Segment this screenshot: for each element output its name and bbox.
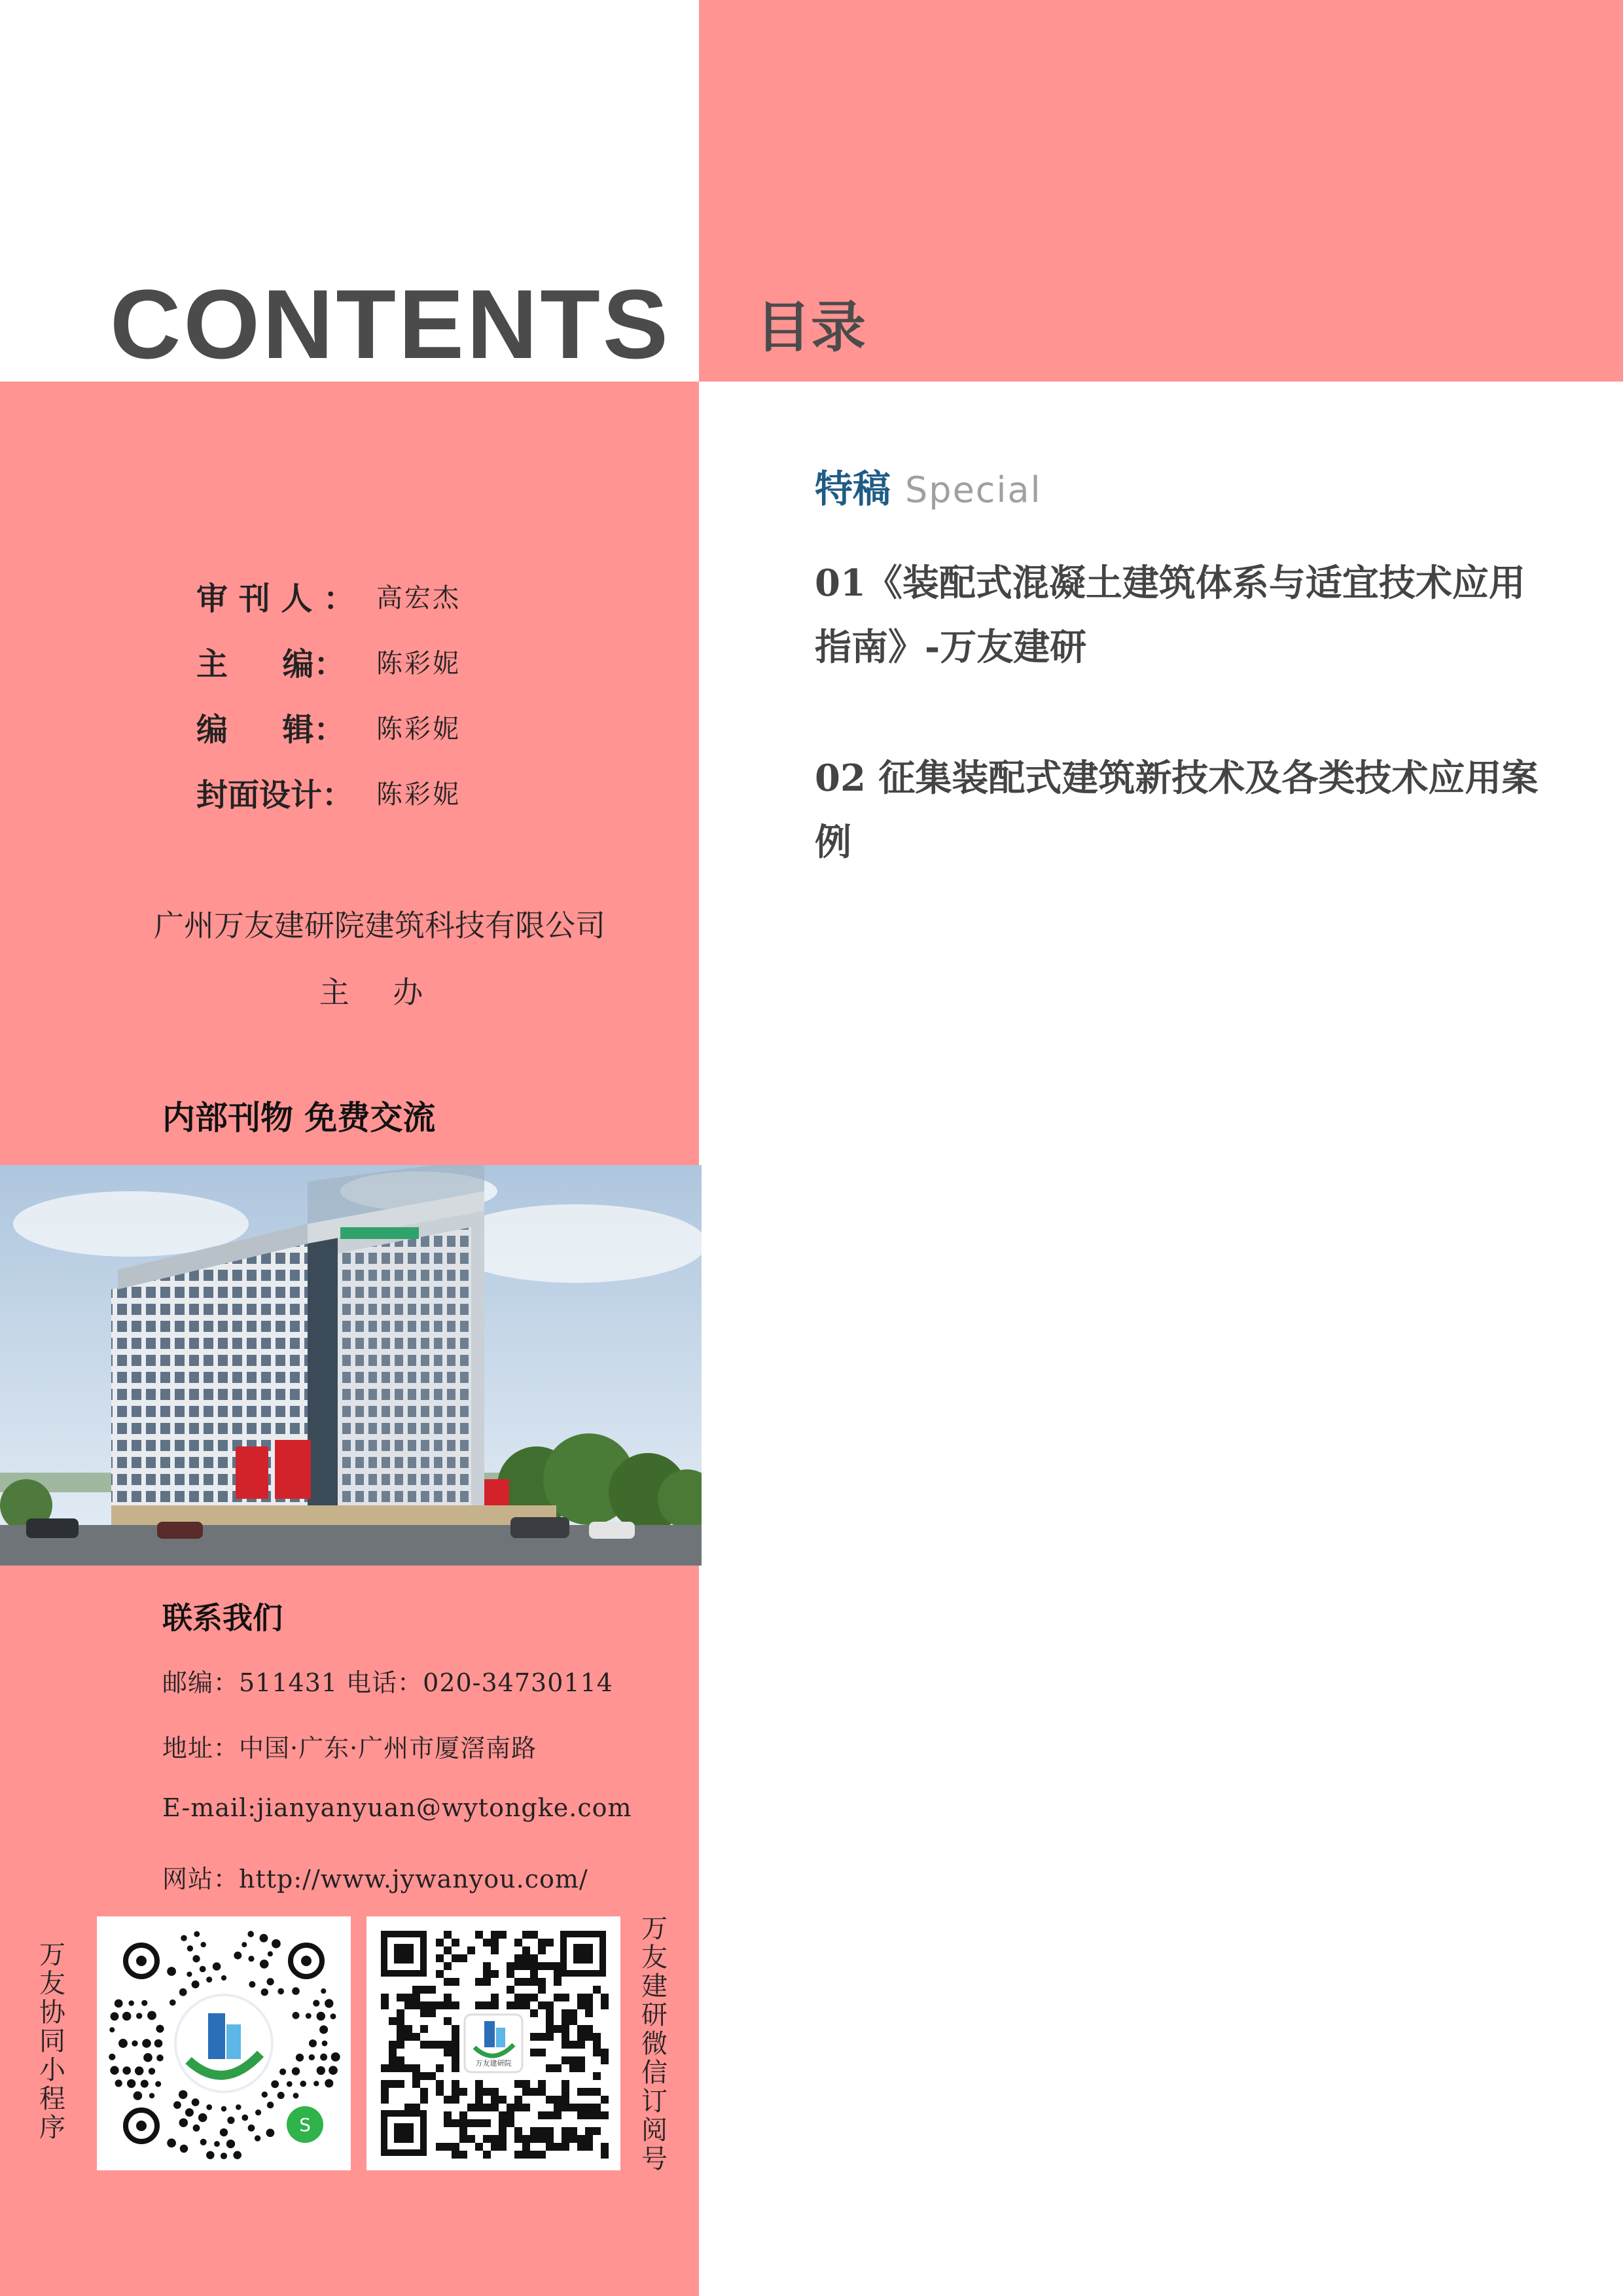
website: 网站：http://www.jywanyou.com/ [162, 1865, 588, 1893]
internal-note: 内部刊物 免费交流 [162, 1099, 436, 1137]
credit-label: 审 刊 人 ： [196, 580, 355, 617]
sponsor-company: 广州万友建研院建筑科技有限公司 [154, 908, 605, 943]
credit-label: 编 辑： [196, 711, 346, 748]
contact-heading: 联系我们 [162, 1600, 283, 1636]
credit-value: 陈彩妮 [376, 713, 461, 744]
address: 地址：中国·广东·广州市厦滘南路 [162, 1734, 537, 1763]
toc-article-2[interactable]: 02 征集装配式建筑新技术及各类技术应用案例 [815, 757, 1539, 864]
sponsor-role: 主 办 [319, 975, 440, 1010]
credit-row-editor [196, 700, 461, 753]
contents-title: CONTENTS [110, 269, 671, 379]
svg-text:S: S [299, 2114, 311, 2136]
mini-program-label: 万友协同小程序 [39, 1940, 65, 2143]
building-photo [0, 1165, 702, 1566]
credit-label: 主 编： [196, 645, 346, 683]
wechat-qr-code[interactable] [366, 1916, 620, 2170]
mulu-title: 目录 [756, 295, 866, 359]
credit-row-chief-editor [196, 635, 461, 687]
mini-program-qr-code[interactable] [97, 1916, 351, 2170]
email: E-mail:jianyanyuan@wytongke.com [162, 1793, 632, 1822]
postcode-phone: 邮编：511431 电话：020-34730114 [162, 1668, 613, 1697]
credit-row-reviewer [196, 569, 461, 622]
section-title-en: Special [905, 469, 1042, 511]
section-title-cn: 特稿 [815, 467, 891, 511]
wechat-label: 万友建研微信订阅号 [641, 1914, 668, 2174]
toc-article-1[interactable]: 01《装配式混凝土建筑体系与适宜技术应用指南》-万友建研 [815, 562, 1525, 669]
credit-value: 陈彩妮 [376, 779, 461, 810]
credit-label: 封面设计： [196, 776, 354, 814]
credit-value: 高宏杰 [376, 583, 461, 613]
section-heading [815, 458, 1042, 513]
credit-value: 陈彩妮 [376, 648, 461, 679]
qr-logo-text: 万友建研院 [475, 2059, 512, 2068]
credit-row-cover-design [196, 766, 461, 818]
